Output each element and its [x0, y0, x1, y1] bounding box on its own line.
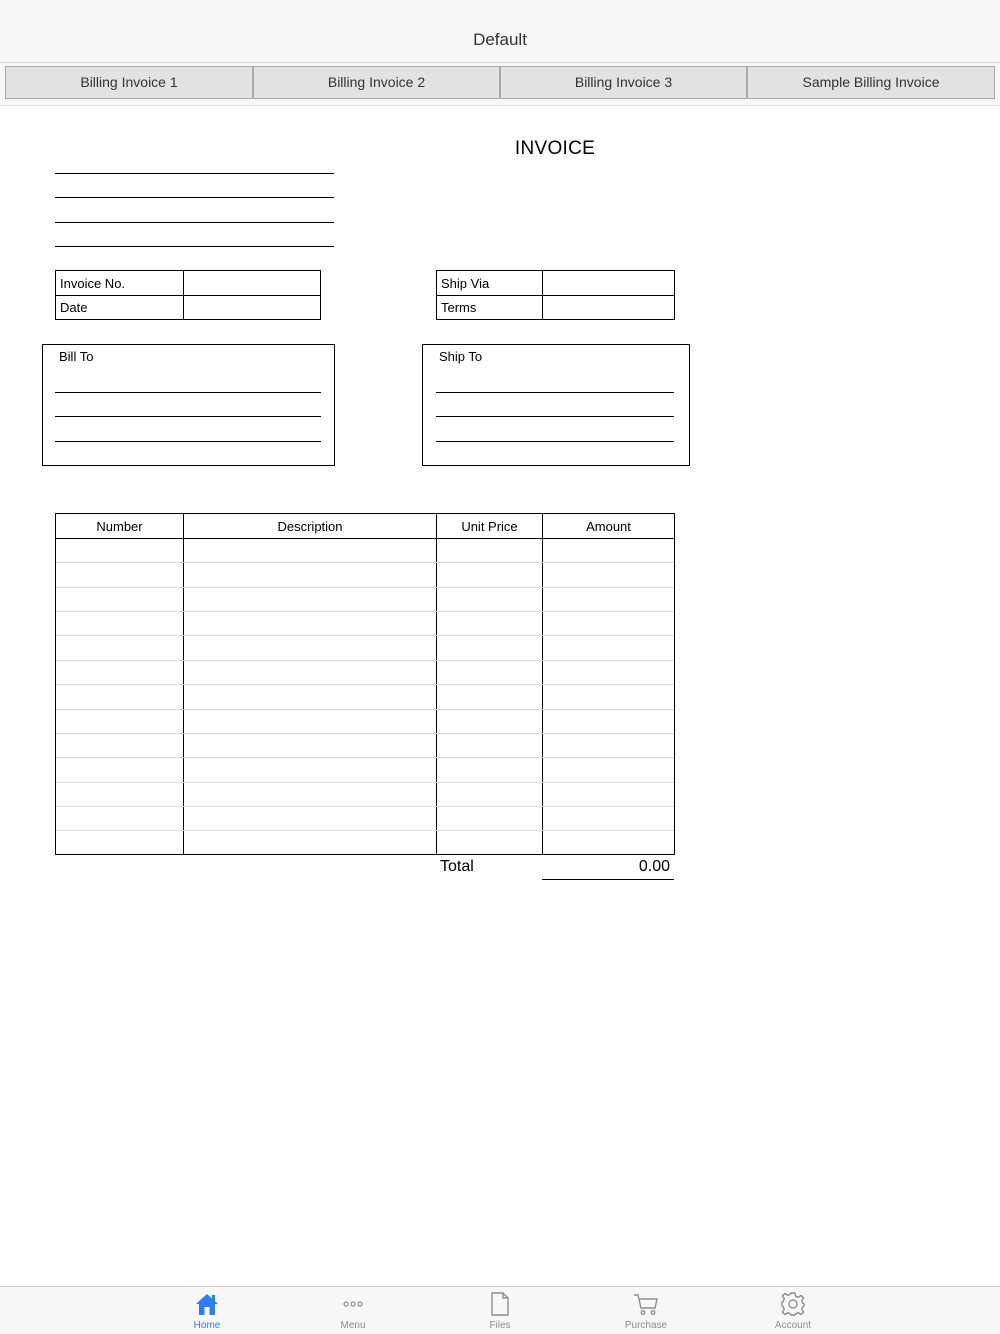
- table-row[interactable]: [56, 636, 674, 659]
- table-row[interactable]: [56, 783, 674, 806]
- tab-bar-label: Files: [489, 1320, 511, 1331]
- terms-label: Terms: [441, 300, 477, 315]
- date-label: Date: [60, 300, 88, 315]
- home-icon: [194, 1291, 220, 1317]
- tab-billing-invoice-1[interactable]: Billing Invoice 1: [5, 66, 253, 99]
- table-row[interactable]: [56, 685, 674, 708]
- tab-bar-menu[interactable]: [308, 1291, 398, 1331]
- address-line[interactable]: [55, 197, 334, 198]
- address-line[interactable]: [55, 173, 334, 174]
- tab-bar-label: Menu: [340, 1320, 366, 1331]
- tab-billing-invoice-3[interactable]: Billing Invoice 3: [500, 66, 747, 99]
- ship-to-label: Ship To: [439, 349, 483, 364]
- gear-icon: [780, 1291, 806, 1317]
- invoice-no-field[interactable]: [184, 271, 320, 295]
- total-underline: [542, 879, 674, 880]
- table-row[interactable]: [56, 588, 674, 611]
- table-row[interactable]: [56, 831, 674, 854]
- terms-field[interactable]: [543, 296, 674, 319]
- column-header-description: Description: [277, 519, 343, 534]
- invoice-no-label: Invoice No.: [60, 276, 126, 291]
- ship-to-line[interactable]: [436, 416, 674, 417]
- bill-to-box[interactable]: [42, 344, 335, 466]
- template-tab-strip: [0, 63, 1000, 106]
- table-row[interactable]: [56, 710, 674, 733]
- line-items-table: [55, 513, 675, 855]
- ship-to-line[interactable]: [436, 392, 674, 393]
- column-header-amount: Amount: [586, 519, 631, 534]
- tab-bar-purchase[interactable]: [601, 1291, 691, 1331]
- tab-bar-label: Account: [774, 1320, 812, 1331]
- more-icon: [340, 1291, 366, 1317]
- shipping-info-table: [436, 270, 675, 320]
- table-row[interactable]: [56, 807, 674, 830]
- ship-to-box[interactable]: [422, 344, 690, 466]
- table-row[interactable]: [56, 539, 674, 562]
- tab-bar-account[interactable]: [748, 1291, 838, 1331]
- invoice-info-table: [55, 270, 321, 320]
- table-row[interactable]: [56, 612, 674, 635]
- date-field[interactable]: [184, 296, 320, 319]
- tab-billing-invoice-2[interactable]: Billing Invoice 2: [253, 66, 500, 99]
- table-row[interactable]: [56, 563, 674, 586]
- total-value: 0.00: [638, 858, 670, 875]
- ship-via-label: Ship Via: [441, 276, 490, 291]
- ship-to-line[interactable]: [436, 441, 674, 442]
- tab-bar-home[interactable]: [162, 1291, 252, 1331]
- tab-bar-files[interactable]: [455, 1291, 545, 1331]
- column-header-unit-price: Unit Price: [461, 519, 518, 534]
- bill-to-line[interactable]: [55, 441, 321, 442]
- bill-to-line[interactable]: [55, 392, 321, 393]
- bill-to-line[interactable]: [55, 416, 321, 417]
- bottom-tab-bar: [0, 1286, 1000, 1334]
- bill-to-label: Bill To: [59, 349, 94, 364]
- table-row[interactable]: [56, 661, 674, 684]
- navigation-bar: [0, 0, 1000, 63]
- table-row[interactable]: [56, 734, 674, 757]
- address-line[interactable]: [55, 246, 334, 247]
- address-line[interactable]: [55, 222, 334, 223]
- file-icon: [487, 1291, 513, 1317]
- ship-via-field[interactable]: [543, 271, 674, 295]
- total-label: Total: [440, 858, 474, 875]
- page-title: Default: [473, 30, 527, 49]
- column-header-number: Number: [96, 519, 143, 534]
- cart-icon: [633, 1291, 659, 1317]
- tab-bar-label: Home: [193, 1320, 221, 1331]
- tab-bar-label: Purchase: [624, 1320, 668, 1331]
- table-row[interactable]: [56, 758, 674, 781]
- invoice-title: INVOICE: [514, 138, 596, 159]
- tab-sample-billing-invoice[interactable]: Sample Billing Invoice: [747, 66, 995, 99]
